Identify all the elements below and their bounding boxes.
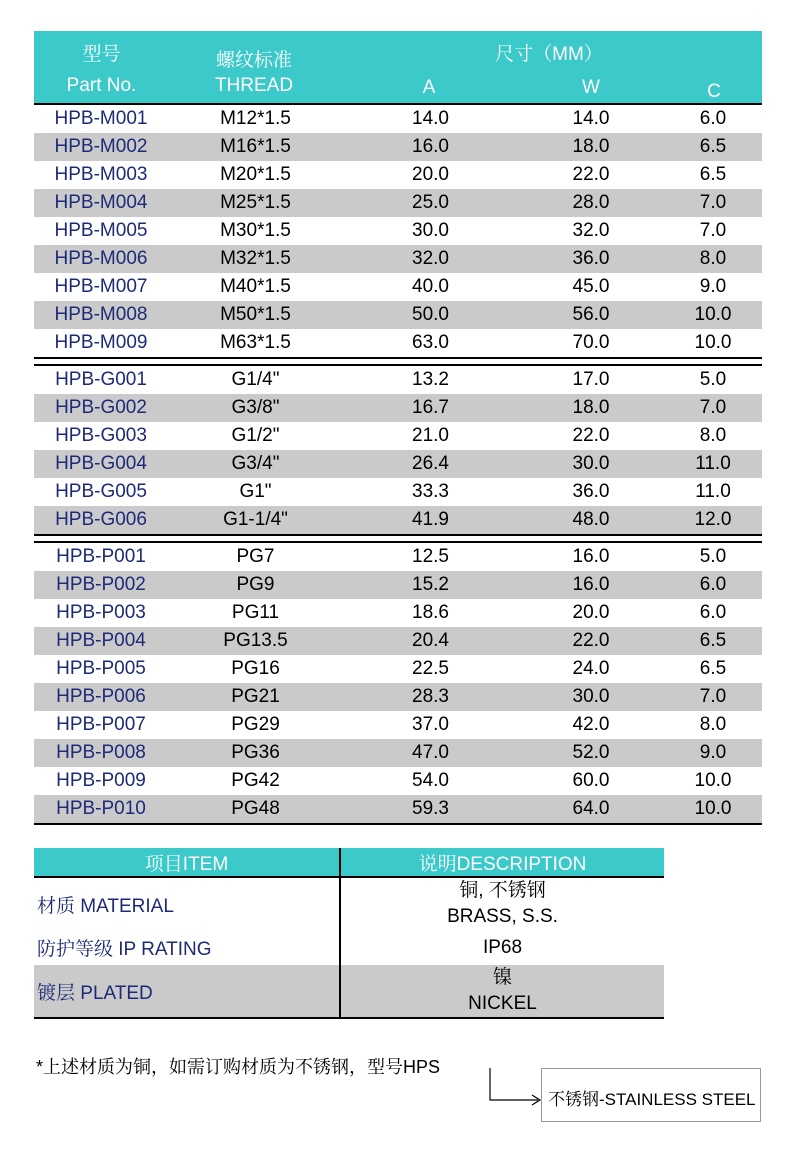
cell-thread: M25*1.5 — [220, 192, 291, 213]
property-row-material — [34, 878, 664, 930]
cell-c: 6.5 — [699, 630, 727, 651]
stainless-steel-box — [541, 1068, 761, 1122]
cell-thread: PG11 — [231, 602, 280, 623]
cell-part-no: HPB-G006 — [55, 509, 147, 530]
table-row — [34, 133, 762, 161]
cell-part-no: HPB-P005 — [56, 658, 146, 679]
description-line-1: 镍 — [492, 967, 512, 988]
cell-c: 10.0 — [694, 798, 732, 819]
table-row — [34, 329, 762, 357]
cell-part-no: HPB-P009 — [56, 770, 146, 791]
cell-c: 12.0 — [694, 509, 732, 530]
cell-w: 18.0 — [572, 397, 610, 418]
cell-a: 40.0 — [412, 276, 449, 297]
cell-c: 10.0 — [694, 304, 732, 325]
cell-w: 16.0 — [572, 546, 610, 567]
cell-thread: M32*1.5 — [220, 248, 291, 269]
cell-thread: G1-1/4" — [223, 509, 288, 530]
header-item: 项目ITEM — [34, 848, 341, 876]
header-col-w: W — [582, 77, 600, 98]
table-row — [34, 711, 762, 739]
cell-w: 30.0 — [572, 686, 610, 707]
cell-w: 64.0 — [572, 798, 610, 819]
cell-c: 11.0 — [695, 453, 731, 474]
cell-c: 6.0 — [699, 574, 727, 595]
cell-a: 20.0 — [412, 164, 449, 185]
cell-a: 59.3 — [412, 798, 449, 819]
table-row — [34, 739, 762, 767]
cell-part-no: HPB-P010 — [56, 798, 146, 819]
table-row — [34, 543, 762, 571]
cell-w: 56.0 — [572, 304, 610, 325]
properties-table — [34, 848, 664, 1019]
properties-header — [34, 848, 664, 878]
cell-w: 36.0 — [572, 481, 610, 502]
cell-c: 7.0 — [699, 686, 727, 707]
property-description — [341, 930, 664, 965]
table-row — [34, 394, 762, 422]
cell-c: 7.0 — [699, 397, 727, 418]
cell-thread: PG13.5 — [223, 630, 288, 651]
cell-a: 33.3 — [412, 481, 449, 502]
header-size-cn: 尺寸（MM） — [495, 44, 603, 65]
cell-w: 22.0 — [572, 630, 610, 651]
cell-part-no: HPB-P001 — [56, 546, 146, 567]
cell-c: 5.0 — [699, 369, 727, 390]
cell-a: 16.7 — [412, 397, 449, 418]
cell-part-no: HPB-G003 — [55, 425, 147, 446]
description-line-2: NICKEL — [468, 993, 537, 1014]
cell-w: 52.0 — [572, 742, 610, 763]
cell-part-no: HPB-P007 — [56, 714, 146, 735]
cell-w: 17.0 — [572, 369, 610, 390]
cell-w: 18.0 — [572, 136, 610, 157]
cell-thread: M30*1.5 — [220, 220, 291, 241]
cell-thread: PG29 — [231, 714, 280, 735]
cell-thread: PG21 — [231, 686, 280, 707]
cell-a: 14.0 — [412, 108, 449, 129]
cell-c: 6.0 — [699, 108, 727, 129]
cell-a: 21.0 — [412, 425, 449, 446]
cell-c: 11.0 — [695, 481, 731, 502]
cell-part-no: HPB-G001 — [55, 369, 147, 390]
cell-w: 28.0 — [572, 192, 610, 213]
cell-a: 22.5 — [412, 658, 449, 679]
cell-thread: M20*1.5 — [220, 164, 291, 185]
table-row — [34, 301, 762, 329]
cell-part-no: HPB-G005 — [55, 481, 147, 502]
table-header — [34, 31, 762, 103]
cell-a: 54.0 — [412, 770, 449, 791]
cell-w: 36.0 — [572, 248, 610, 269]
cell-c: 10.0 — [694, 332, 732, 353]
cell-w: 42.0 — [572, 714, 610, 735]
property-item: 镀层 PLATED — [34, 965, 341, 1017]
cell-c: 6.0 — [699, 602, 727, 623]
table-row — [34, 245, 762, 273]
cell-thread: M63*1.5 — [220, 332, 291, 353]
cell-a: 16.0 — [412, 136, 449, 157]
cell-part-no: HPB-P003 — [56, 602, 146, 623]
property-row-plated — [34, 965, 664, 1017]
description-line-2: BRASS, S.S. — [447, 906, 558, 927]
header-thread-cn: 螺纹标准 — [215, 50, 292, 71]
cell-thread: PG9 — [236, 574, 275, 595]
group-separator — [34, 534, 762, 543]
table-row — [34, 655, 762, 683]
cell-w: 30.0 — [572, 453, 610, 474]
footnote: *上述材质为铜，如需订购材质为不锈钢，型号HPS — [36, 1057, 441, 1077]
cell-thread: M16*1.5 — [220, 136, 291, 157]
cell-part-no: HPB-M002 — [54, 136, 148, 157]
table-row — [34, 366, 762, 394]
cell-c: 10.0 — [694, 770, 732, 791]
cell-c: 8.0 — [699, 425, 727, 446]
cell-w: 60.0 — [572, 770, 610, 791]
cell-part-no: HPB-M006 — [54, 248, 148, 269]
cell-thread: G3/8" — [231, 397, 280, 418]
cell-a: 26.4 — [412, 453, 449, 474]
table-row — [34, 571, 762, 599]
property-description — [341, 878, 664, 930]
table-row — [34, 599, 762, 627]
table-row — [34, 422, 762, 450]
property-row-ip-rating — [34, 930, 664, 965]
cell-thread: G1/2" — [231, 425, 280, 446]
table-row — [34, 627, 762, 655]
cell-part-no: HPB-M007 — [54, 276, 148, 297]
header-description: 说明DESCRIPTION — [418, 853, 587, 875]
cell-a: 37.0 — [412, 714, 449, 735]
table-row — [34, 105, 762, 133]
cell-a: 47.0 — [412, 742, 449, 763]
cell-c: 7.0 — [699, 220, 727, 241]
cell-a: 63.0 — [412, 332, 449, 353]
cell-c: 5.0 — [699, 546, 727, 567]
cell-part-no: HPB-M001 — [54, 108, 148, 129]
cell-a: 28.3 — [412, 686, 449, 707]
cell-a: 15.2 — [412, 574, 449, 595]
cell-part-no: HPB-P002 — [56, 574, 146, 595]
cell-c: 6.5 — [699, 164, 727, 185]
cell-thread: PG16 — [231, 658, 280, 679]
cell-c: 9.0 — [699, 742, 727, 763]
cell-thread: PG48 — [231, 798, 280, 819]
cell-thread: PG42 — [231, 770, 280, 791]
cell-w: 20.0 — [572, 602, 610, 623]
cell-w: 24.0 — [572, 658, 610, 679]
cell-part-no: HPB-M008 — [54, 304, 148, 325]
description-line-1: 铜, 不锈钢 — [459, 880, 546, 901]
cell-thread: G1" — [239, 481, 272, 502]
cell-a: 30.0 — [412, 220, 449, 241]
cell-c: 6.5 — [699, 658, 727, 679]
cell-part-no: HPB-M005 — [54, 220, 148, 241]
cell-a: 20.4 — [412, 630, 449, 651]
table-row — [34, 273, 762, 301]
cell-c: 6.5 — [699, 136, 727, 157]
cell-c: 7.0 — [699, 192, 727, 213]
table-row — [34, 506, 762, 534]
cell-thread: G3/4" — [231, 453, 280, 474]
table-row — [34, 683, 762, 711]
cell-w: 14.0 — [572, 108, 610, 129]
property-item: 材质 MATERIAL — [34, 878, 341, 930]
table-row — [34, 161, 762, 189]
cell-thread: M12*1.5 — [220, 108, 291, 129]
cell-w: 70.0 — [572, 332, 610, 353]
table-row — [34, 450, 762, 478]
cell-w: 22.0 — [572, 425, 610, 446]
cell-part-no: HPB-P008 — [56, 742, 146, 763]
table-row — [34, 478, 762, 506]
cell-a: 50.0 — [412, 304, 449, 325]
cell-part-no: HPB-G002 — [55, 397, 147, 418]
table-row — [34, 767, 762, 795]
table-row — [34, 217, 762, 245]
table-body — [34, 105, 762, 823]
cell-thread: M40*1.5 — [220, 276, 291, 297]
cell-thread: M50*1.5 — [220, 304, 291, 325]
cell-c: 8.0 — [699, 714, 727, 735]
table-row — [34, 189, 762, 217]
cell-part-no: HPB-P004 — [56, 630, 146, 651]
cell-a: 41.9 — [412, 509, 449, 530]
cell-thread: PG36 — [231, 742, 280, 763]
cell-a: 25.0 — [412, 192, 449, 213]
cell-w: 32.0 — [572, 220, 610, 241]
cell-c: 8.0 — [699, 248, 727, 269]
cell-thread: G1/4" — [231, 369, 280, 390]
cell-thread: PG7 — [236, 546, 275, 567]
table-row — [34, 795, 762, 823]
header-part-no: Part No. — [66, 75, 137, 96]
header-col-c: C — [707, 81, 721, 102]
cell-w: 45.0 — [572, 276, 610, 297]
header-thread: THREAD — [214, 75, 294, 96]
property-description — [341, 965, 664, 1017]
table-bottom-rule — [34, 823, 762, 825]
stainless-steel-label: 不锈钢-STAINLESS STEEL — [548, 1090, 756, 1109]
cell-part-no: HPB-P006 — [56, 686, 146, 707]
property-item: 防护等级 IP RATING — [34, 930, 341, 965]
cell-part-no: HPB-M003 — [54, 164, 148, 185]
cell-a: 32.0 — [412, 248, 449, 269]
cell-a: 12.5 — [412, 546, 449, 567]
group-separator — [34, 357, 762, 366]
cell-a: 13.2 — [412, 369, 449, 390]
cell-w: 16.0 — [572, 574, 610, 595]
cell-c: 9.0 — [699, 276, 727, 297]
header-col-a: A — [422, 77, 436, 98]
description-line-1: IP68 — [482, 936, 523, 958]
cell-part-no: HPB-G004 — [55, 453, 147, 474]
arrow-icon — [480, 1068, 550, 1108]
cell-a: 18.6 — [412, 602, 449, 623]
spec-table — [34, 31, 762, 825]
cell-part-no: HPB-M009 — [54, 332, 148, 353]
header-model-cn: 型号 — [82, 44, 121, 65]
cell-w: 22.0 — [572, 164, 610, 185]
cell-part-no: HPB-M004 — [54, 192, 148, 213]
cell-w: 48.0 — [572, 509, 610, 530]
